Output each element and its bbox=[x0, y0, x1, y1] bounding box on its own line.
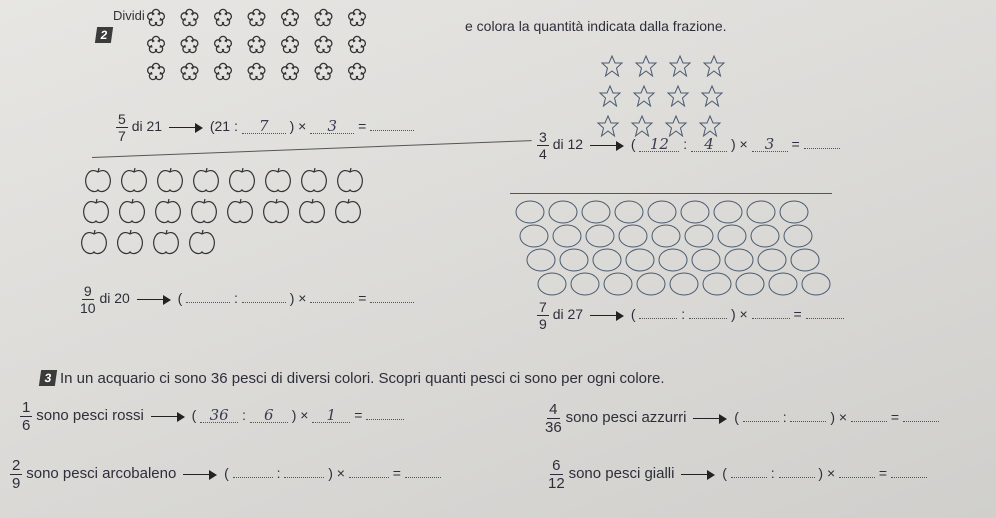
arrow-icon bbox=[169, 123, 203, 133]
circle-icon bbox=[681, 201, 709, 223]
colon: : bbox=[276, 465, 281, 482]
circle-icon bbox=[586, 225, 614, 247]
flower-icon bbox=[315, 36, 332, 52]
item-2: $\frac{3}{4}$ di 12 ( 12 : 4 ) × 3 = bbox=[537, 130, 840, 161]
circle-icon bbox=[527, 249, 555, 271]
circle-icon bbox=[615, 201, 643, 223]
flower-icon bbox=[315, 9, 332, 25]
item-2-eq: = bbox=[791, 136, 800, 153]
apple-icon bbox=[82, 230, 107, 254]
apple-icon bbox=[266, 168, 291, 192]
ex3-item-4 bbox=[548, 458, 927, 491]
item-2-fraction: $\frac{3}{4}$ bbox=[539, 129, 547, 162]
circle-icon bbox=[619, 225, 647, 247]
item-3-close: ) × bbox=[289, 290, 307, 307]
item-4-blank-multiplier[interactable] bbox=[752, 318, 790, 319]
item-3-blank-result[interactable] bbox=[370, 302, 414, 303]
apple-icon bbox=[230, 168, 255, 192]
ex3-item-1-blank-divisor[interactable]: 6 bbox=[250, 408, 288, 423]
ex3-item-2 bbox=[545, 402, 939, 435]
flowers-group bbox=[148, 9, 366, 79]
times: ) × bbox=[328, 465, 345, 482]
item-2-of: di 12 bbox=[552, 136, 584, 153]
exercise-3-badge: 3 bbox=[39, 370, 57, 386]
ex3-item-3-blank-divisor[interactable] bbox=[284, 477, 324, 478]
eq: = bbox=[878, 465, 888, 482]
apple-icon bbox=[156, 199, 181, 223]
ex3-item-3-fraction: $\frac{2}{9}$ bbox=[12, 457, 21, 492]
flower-icon bbox=[148, 63, 165, 79]
arrow-icon bbox=[693, 414, 727, 424]
flower-icon bbox=[282, 36, 299, 52]
item-3-open: ( bbox=[177, 290, 183, 307]
circle-icon bbox=[685, 225, 713, 247]
ex3-item-3-blank-result[interactable] bbox=[405, 477, 441, 478]
flower-icon bbox=[248, 9, 265, 25]
flower-icon bbox=[248, 36, 265, 52]
apple-icon bbox=[336, 199, 361, 223]
item-1-eq: = bbox=[358, 118, 367, 135]
flower-icon bbox=[248, 63, 265, 79]
apple-icon bbox=[84, 199, 109, 223]
circle-icon bbox=[593, 249, 621, 271]
circle-icon bbox=[714, 201, 742, 223]
flower-icon bbox=[349, 63, 366, 79]
flower-icon bbox=[148, 9, 165, 25]
paren-open: ( bbox=[224, 465, 229, 482]
circle-icon bbox=[758, 249, 786, 271]
flower-icon bbox=[181, 63, 198, 79]
exercise-3-text: In un acquario ci sono 36 pesci di diversi colori. Scopri quanti pesci ci sono per ogni colore. bbox=[60, 370, 665, 387]
ex3-item-4-blank-divisor[interactable] bbox=[779, 477, 815, 478]
flower-icon bbox=[215, 9, 232, 25]
arrow-icon bbox=[590, 141, 624, 151]
apple-icon bbox=[154, 230, 179, 254]
circle-icon bbox=[780, 201, 808, 223]
exercise-2-instruction-left: Dividi bbox=[113, 8, 145, 23]
ex3-item-4-blank-dividend[interactable] bbox=[731, 477, 767, 478]
item-4-of: di 27 bbox=[552, 306, 584, 323]
apple-icon bbox=[120, 199, 145, 223]
ex3-item-3-text: sono pesci arcobaleno bbox=[26, 465, 177, 483]
circle-icon bbox=[802, 273, 830, 295]
item-2-blank-result[interactable] bbox=[804, 148, 840, 149]
circle-icon bbox=[791, 249, 819, 271]
ex3-item-4-blank-multiplier[interactable] bbox=[839, 477, 875, 478]
item-2-blank-multiplier[interactable]: 3 bbox=[752, 137, 788, 152]
apple-icon bbox=[192, 199, 217, 223]
star-icon bbox=[704, 56, 724, 76]
item-1-close: ) × bbox=[289, 118, 307, 135]
apple-icon bbox=[300, 199, 325, 223]
ex3-item-2-blank-dividend[interactable] bbox=[743, 421, 779, 422]
circle-icon bbox=[718, 225, 746, 247]
star-icon bbox=[702, 86, 722, 106]
circle-icon bbox=[604, 273, 632, 295]
ex3-item-4-blank-result[interactable] bbox=[891, 477, 927, 478]
star-icon bbox=[668, 86, 688, 106]
times: ) × bbox=[291, 407, 309, 424]
ex3-item-2-text: sono pesci azzurri bbox=[565, 409, 687, 427]
circle-icon bbox=[736, 273, 764, 295]
apple-icon bbox=[158, 168, 183, 192]
flower-icon bbox=[282, 63, 299, 79]
item-3: $\frac{9}{10}$ di 20 ( : ) × = bbox=[80, 284, 414, 315]
star-icon bbox=[600, 86, 620, 106]
ex3-item-1 bbox=[20, 400, 404, 433]
eq: = bbox=[354, 407, 363, 424]
item-2-blank-divisor[interactable]: 4 bbox=[691, 137, 727, 152]
circles-group bbox=[516, 201, 830, 295]
item-1-of: di 21 bbox=[131, 118, 163, 135]
stars-group bbox=[598, 56, 724, 136]
ex3-item-2-fraction: $\frac{4}{36}$ bbox=[545, 401, 562, 436]
item-2-close: ) × bbox=[730, 136, 748, 153]
arrow-icon bbox=[681, 470, 715, 480]
item-3-blank-divisor[interactable] bbox=[242, 302, 286, 303]
circle-icon bbox=[516, 201, 544, 223]
item-3-eq: = bbox=[358, 290, 367, 307]
item-1-blank-multiplier[interactable]: 3 bbox=[310, 119, 354, 134]
flower-icon bbox=[315, 63, 332, 79]
item-1-open: (21 : bbox=[209, 118, 238, 135]
circle-icon bbox=[549, 201, 577, 223]
circle-icon bbox=[659, 249, 687, 271]
circle-icon bbox=[784, 225, 812, 247]
circle-icon bbox=[648, 201, 676, 223]
apple-icon bbox=[228, 199, 253, 223]
ex3-item-1-blank-multiplier[interactable]: 1 bbox=[312, 408, 350, 423]
apple-icon bbox=[264, 199, 289, 223]
arrow-icon bbox=[151, 412, 185, 422]
item-3-fraction: $\frac{9}{10}$ bbox=[80, 283, 96, 316]
apple-icon bbox=[338, 168, 363, 192]
circle-icon bbox=[538, 273, 566, 295]
circle-icon bbox=[751, 225, 779, 247]
exercise-2-instruction-right: e colora la quantità indicata dalla frazione. bbox=[465, 18, 727, 34]
arrow-icon bbox=[590, 311, 624, 321]
item-3-blank-multiplier[interactable] bbox=[310, 302, 354, 303]
circle-icon bbox=[652, 225, 680, 247]
circle-icon bbox=[725, 249, 753, 271]
circle-icon bbox=[553, 225, 581, 247]
eq: = bbox=[890, 409, 900, 426]
item-4-blank-result[interactable] bbox=[806, 318, 844, 319]
apple-icon bbox=[86, 168, 111, 192]
ex3-item-4-fraction: $\frac{6}{12}$ bbox=[548, 457, 565, 492]
apple-icon bbox=[194, 168, 219, 192]
item-3-blank-dividend[interactable] bbox=[186, 302, 230, 303]
item-2-open: ( bbox=[630, 136, 636, 153]
paren-open: ( bbox=[191, 407, 197, 424]
apple-icon bbox=[302, 168, 327, 192]
star-icon bbox=[602, 56, 622, 76]
item-4-open: ( bbox=[630, 306, 636, 323]
apple-icon bbox=[190, 230, 215, 254]
flower-icon bbox=[148, 36, 165, 52]
flower-icon bbox=[215, 63, 232, 79]
ex3-item-1-text: sono pesci rossi bbox=[36, 407, 144, 425]
item-1-blank-divisor[interactable]: 7 bbox=[242, 119, 286, 134]
ex3-item-4-text: sono pesci gialli bbox=[568, 465, 675, 483]
circle-icon bbox=[520, 225, 548, 247]
circle-icon bbox=[747, 201, 775, 223]
apples-group bbox=[82, 168, 363, 254]
arrow-icon bbox=[137, 295, 171, 305]
item-1 bbox=[116, 112, 414, 143]
flower-icon bbox=[181, 9, 198, 25]
circle-icon bbox=[703, 273, 731, 295]
colon: : bbox=[242, 407, 246, 424]
eq: = bbox=[392, 465, 401, 482]
exercise-2-badge: 2 bbox=[95, 27, 113, 43]
item-2-blank-dividend[interactable]: 12 bbox=[639, 137, 679, 152]
ex3-item-1-blank-dividend[interactable]: 36 bbox=[200, 408, 238, 423]
paren-open: ( bbox=[722, 465, 727, 482]
circle-icon bbox=[626, 249, 654, 271]
circle-icon bbox=[670, 273, 698, 295]
ex3-item-1-fraction: $\frac{1}{6}$ bbox=[22, 399, 31, 434]
flower-icon bbox=[215, 36, 232, 52]
colon: : bbox=[782, 409, 787, 426]
ex3-item-2-blank-result[interactable] bbox=[903, 421, 939, 422]
circle-icon bbox=[571, 273, 599, 295]
item-4-fraction: $\frac{7}{9}$ bbox=[539, 299, 547, 332]
flower-icon bbox=[282, 9, 299, 25]
star-icon bbox=[670, 56, 690, 76]
item-4-eq: = bbox=[793, 306, 802, 323]
times: ) × bbox=[830, 409, 848, 426]
ex3-item-1-blank-result[interactable] bbox=[366, 419, 404, 420]
ex3-item-2-blank-multiplier[interactable] bbox=[851, 421, 887, 422]
circle-icon bbox=[560, 249, 588, 271]
circle-icon bbox=[637, 273, 665, 295]
star-icon bbox=[636, 56, 656, 76]
item-1-blank-result[interactable] bbox=[370, 130, 414, 131]
item-1-fraction: $\frac{5}{7}$ bbox=[118, 111, 126, 144]
item-4-blank-divisor[interactable] bbox=[689, 318, 727, 319]
star-icon bbox=[634, 86, 654, 106]
apple-icon bbox=[122, 168, 147, 192]
item-4-close: ) × bbox=[730, 306, 748, 323]
item-3-of: di 20 bbox=[99, 290, 130, 307]
circle-icon bbox=[692, 249, 720, 271]
colon: : bbox=[770, 465, 775, 482]
arrow-icon bbox=[183, 470, 217, 480]
flower-icon bbox=[349, 36, 366, 52]
flower-icon bbox=[181, 36, 198, 52]
item-4: $\frac{7}{9}$ di 27 ( : ) × = bbox=[537, 300, 844, 331]
ex3-item-3 bbox=[10, 458, 441, 491]
times: ) × bbox=[818, 465, 836, 482]
circle-icon bbox=[769, 273, 797, 295]
divider-right bbox=[510, 193, 832, 194]
paren-open: ( bbox=[734, 409, 739, 426]
item-4-blank-dividend[interactable] bbox=[639, 318, 677, 319]
ex3-item-3-blank-dividend[interactable] bbox=[233, 477, 273, 478]
circle-icon bbox=[582, 201, 610, 223]
apple-icon bbox=[118, 230, 143, 254]
flower-icon bbox=[349, 9, 366, 25]
ex3-item-3-blank-multiplier[interactable] bbox=[349, 477, 389, 478]
ex3-item-2-blank-divisor[interactable] bbox=[790, 421, 826, 422]
